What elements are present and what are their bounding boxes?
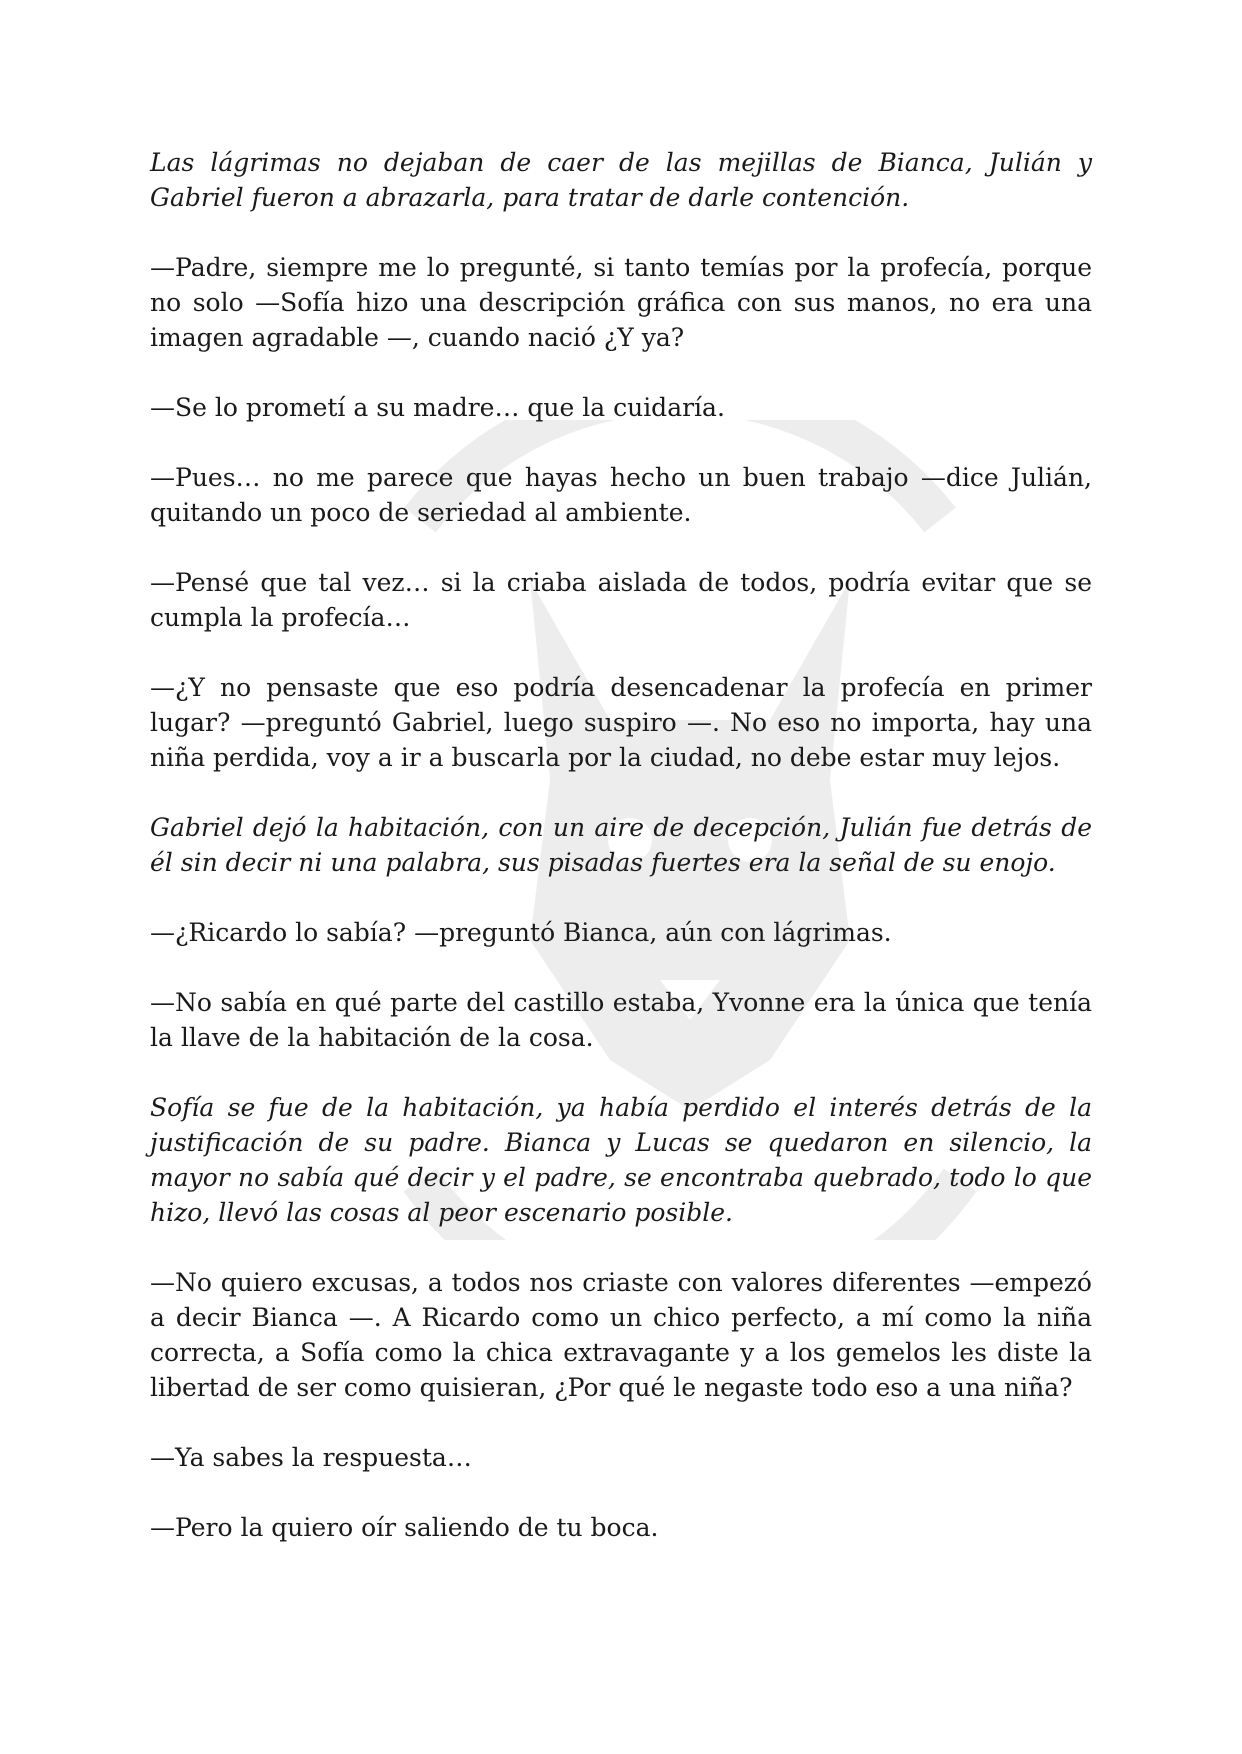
- paragraph: —Pensé que tal vez… si la criaba aislada de todos, podría evitar que se cumpla la profecía…: [150, 568, 1092, 632]
- text-body: [150, 145, 1092, 1580]
- paragraph: —Se lo prometí a su madre… que la cuidaría.: [150, 393, 725, 422]
- paragraph: —¿Y no pensaste que eso podría desencadenar la profecía en primer lugar? —preguntó Gabriel, luego suspiro —. No eso no importa, hay una niña perdida, voy a ir a buscarla por la ciudad, no debe estar muy lejos.: [150, 673, 1092, 772]
- paragraph: —Pues… no me parece que hayas hecho un buen trabajo —dice Julián, quitando un poco de seriedad al ambiente.: [150, 463, 1092, 527]
- paragraph: —No quiero excusas, a todos nos criaste con valores diferentes —empezó a decir Bianca —. A Ricardo como un chico perfecto, a mí como la niña correcta, a Sofía como la chica extravagante y a los gemelos les diste la libertad de ser como quisieran, ¿Por qué le negaste todo eso a una niña?: [150, 1268, 1092, 1402]
- paragraph: —No sabía en qué parte del castillo estaba, Yvonne era la única que tenía la llave de la habitación de la cosa.: [150, 988, 1092, 1052]
- paragraph: —¿Ricardo lo sabía? —preguntó Bianca, aún con lágrimas.: [150, 918, 892, 947]
- paragraph: Gabriel dejó la habitación, con un aire de decepción, Julián fue detrás de él sin decir ni una palabra, sus pisadas fuertes era la señal de su enojo.: [150, 813, 1092, 877]
- paragraph: —Padre, siempre me lo pregunté, si tanto temías por la profecía, porque no solo —Sofía hizo una descripción gráfica con sus manos, no era una imagen agradable —, cuando nació ¿Y ya?: [150, 253, 1092, 352]
- paragraph: Sofía se fue de la habitación, ya había perdido el interés detrás de la justificación de su padre. Bianca y Lucas se quedaron en silencio, la mayor no sabía qué decir y el padre, se encontraba quebrado, todo lo que hizo, llevó las cosas al peor escenario posible.: [150, 1093, 1092, 1227]
- paragraph: —Ya sabes la respuesta…: [150, 1443, 472, 1472]
- paragraph: —Pero la quiero oír saliendo de tu boca.: [150, 1513, 659, 1542]
- paragraph: Las lágrimas no dejaban de caer de las mejillas de Bianca, Julián y Gabriel fueron a abrazarla, para tratar de darle contención.: [150, 148, 1092, 212]
